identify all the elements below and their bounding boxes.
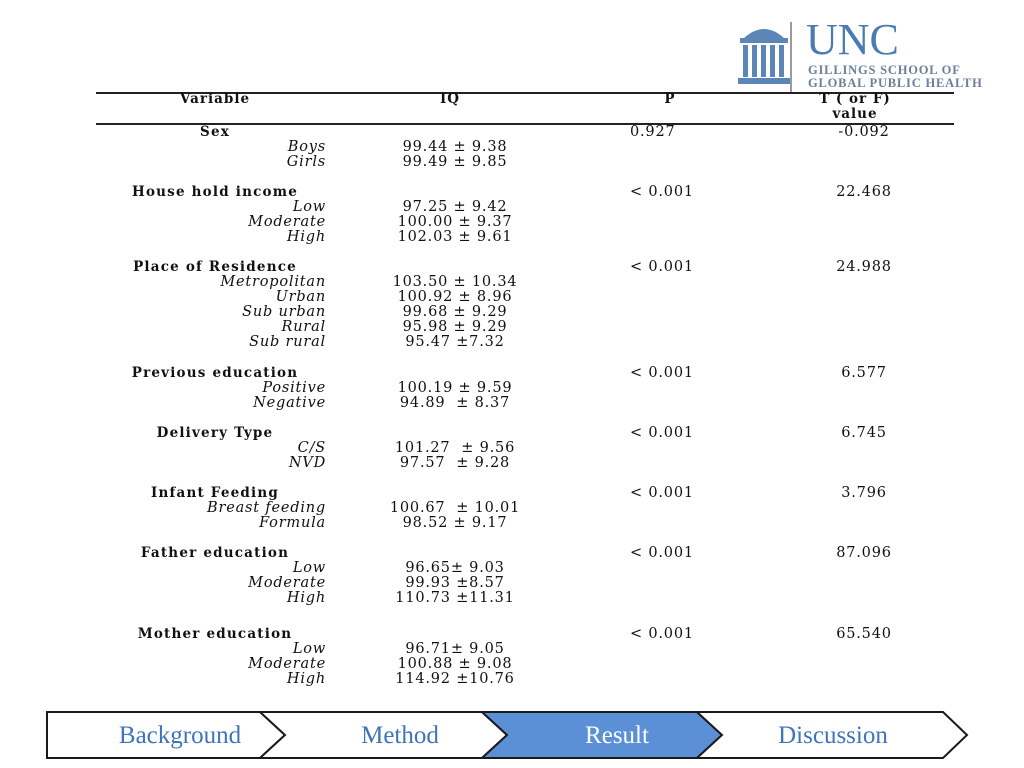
breadcrumb-label-discussion[interactable]: Discussion [778,722,888,749]
subgroup-label: Moderate [248,214,326,230]
subgroup-label: Sub urban [242,304,326,320]
iq-value: 100.00 ± 9.37 [397,214,513,230]
subgroup-label: Formula [259,515,326,531]
header-t-line2: value [832,106,878,122]
breadcrumb-label-result[interactable]: Result [585,722,649,749]
iq-value: 102.03 ± 9.61 [397,229,513,245]
iq-value: 99.93 ±8.57 [405,575,505,591]
category-label: Delivery Type [156,425,274,441]
header-p: P [664,91,676,107]
t-value: 65.540 [836,626,892,642]
category-label: Mother education [137,626,293,642]
iq-value: 96.65± 9.03 [405,560,505,576]
subgroup-label: Positive [262,380,326,396]
p-value: < 0.001 [630,184,694,200]
iq-value: 101.27 ± 9.56 [394,440,516,456]
iq-value: 99.68 ± 9.29 [402,304,508,320]
logo-school-line: GLOBAL PUBLIC HEALTH [808,76,983,90]
subgroup-label: Rural [281,319,326,335]
subgroup-label: Moderate [248,656,326,672]
subgroup-label: Moderate [248,575,326,591]
header-t-line1: T ( or F) [819,91,891,107]
iq-value: 100.92 ± 8.96 [397,289,513,305]
subgroup-label: Girls [286,154,326,170]
subgroup-label: Sub rural [249,334,326,350]
category-label: Infant Feeding [150,485,280,501]
subgroup-label: Metropolitan [220,274,326,290]
iq-value: 95.98 ± 9.29 [402,319,508,335]
subgroup-label: Negative [253,395,326,411]
subgroup-label: High [286,590,326,606]
category-label: Father education [140,545,290,561]
iq-value: 98.52 ± 9.17 [402,515,508,531]
subgroup-label: Breast feeding [207,500,326,516]
p-value: < 0.001 [630,485,694,501]
iq-value: 110.73 ±11.31 [395,590,515,606]
subgroup-label: NVD [288,455,326,471]
iq-value: 103.50 ± 10.34 [392,274,518,290]
subgroup-label: C/S [297,440,326,456]
iq-value: 97.25 ± 9.42 [402,199,508,215]
subgroup-label: High [286,671,326,687]
header-iq: IQ [439,91,461,107]
t-value: 3.796 [841,485,887,501]
iq-value: 94.89 ± 8.37 [399,395,511,411]
p-value: 0.927 [630,124,676,140]
section-breadcrumb [45,710,970,760]
p-value: < 0.001 [630,365,694,381]
iq-value: 114.92 ±10.76 [395,671,515,687]
category-label: Sex [200,124,230,140]
t-value: 24.988 [836,259,892,275]
header-variable: Variable [179,91,251,107]
subgroup-label: Low [292,641,326,657]
t-value: 22.468 [836,184,892,200]
iq-value: 97.57 ± 9.28 [399,455,511,471]
header-t-value [800,92,910,122]
subgroup-label: Boys [287,139,326,155]
iq-value: 95.47 ±7.32 [405,334,505,350]
logo-name: UNC [806,15,899,64]
subgroup-label: Urban [275,289,326,305]
iq-value: 100.67 ± 10.01 [389,500,521,516]
iq-value: 99.49 ± 9.85 [402,154,508,170]
p-value: < 0.001 [630,425,694,441]
p-value: < 0.001 [630,545,694,561]
t-value: 6.577 [841,365,887,381]
logo-divider [790,22,792,92]
iq-value: 100.19 ± 9.59 [397,380,513,396]
category-label: Place of Residence [133,259,297,275]
subgroup-label: High [286,229,326,245]
category-label: House hold income [132,184,298,200]
p-value: < 0.001 [630,259,694,275]
breadcrumb-label-method[interactable]: Method [361,722,439,749]
category-label: Previous education [131,365,299,381]
logo-school-line: GILLINGS SCHOOL OF [808,63,961,77]
iq-value: 100.88 ± 9.08 [397,656,513,672]
iq-value: 96.71± 9.05 [405,641,505,657]
p-value: < 0.001 [630,626,694,642]
t-value: 87.096 [836,545,892,561]
iq-value: 99.44 ± 9.38 [402,139,508,155]
t-value: 6.745 [841,425,887,441]
subgroup-label: Low [292,199,326,215]
unc-well-logo-icon [734,22,794,88]
subgroup-label: Low [292,560,326,576]
breadcrumb-label-background[interactable]: Background [118,722,242,749]
t-value: -0.092 [838,124,890,140]
